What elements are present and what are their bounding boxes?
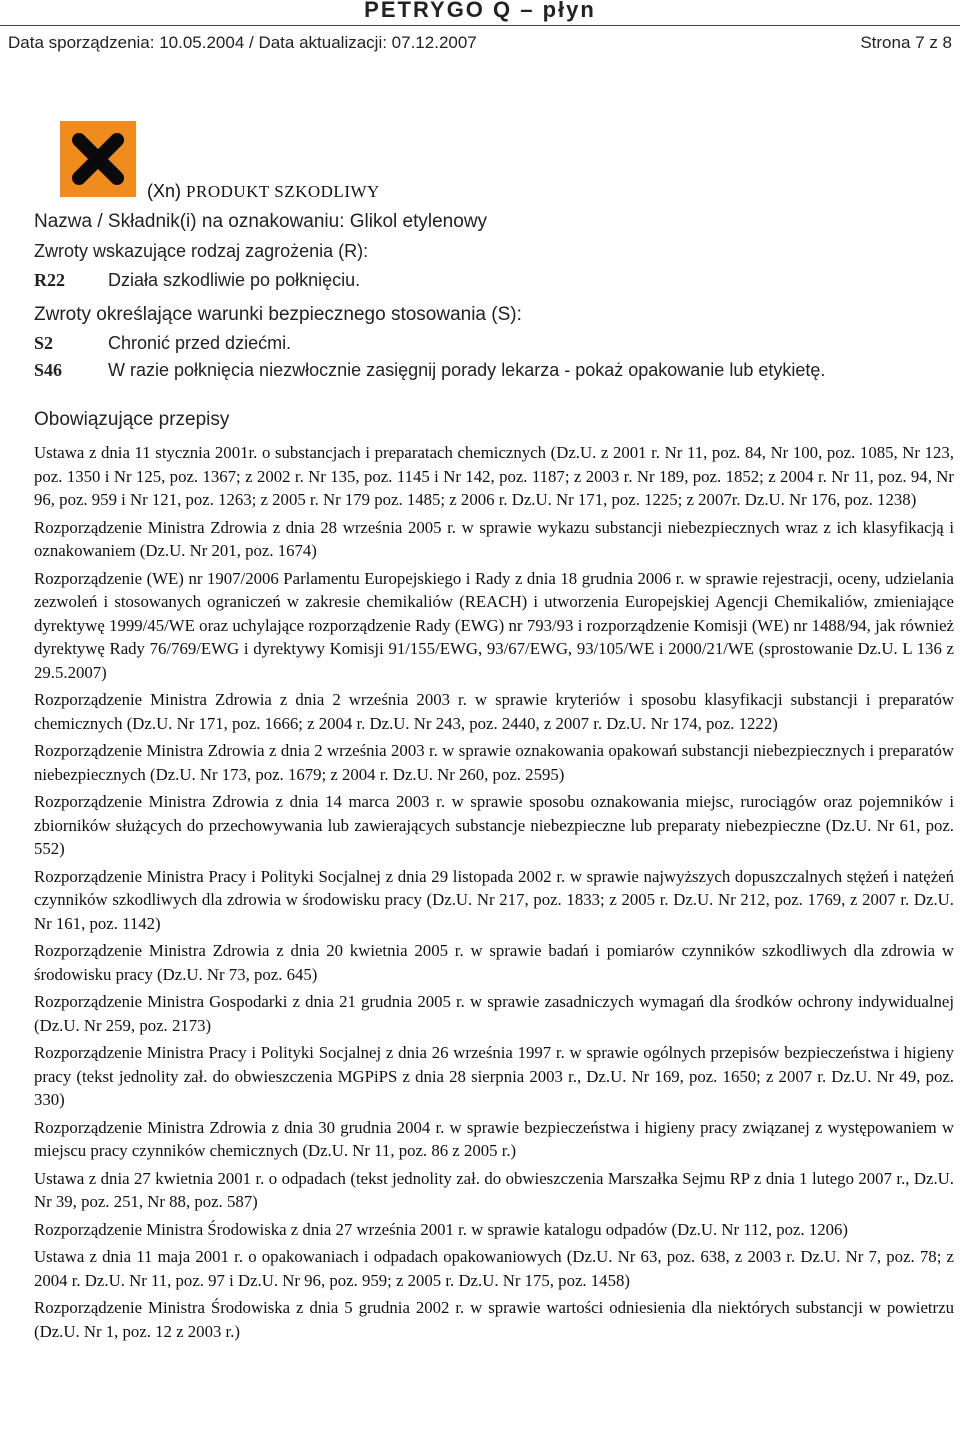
header-divider xyxy=(0,25,960,26)
r-phrase-row xyxy=(34,270,360,291)
page-number: Strona 7 z 8 xyxy=(860,33,952,52)
r-phrase-code: R22 xyxy=(34,270,65,290)
regulation-item: Rozporządzenie Ministra Pracy i Polityki Socjalnej z dnia 26 września 1997 r. w sprawie ogólnych przepisów bezpieczeństwa i higieny pracy (tekst jednolity zał. do obwieszczenia MGPiPS z dnia 28 sierpnia 2003 r., Dz.U. Nr 169, poz. 1650; z 2007 r. Dz.U. Nr 49, poz. 330) xyxy=(34,1043,954,1109)
regulation-item: Rozporządzenie Ministra Zdrowia z dnia 28 września 2005 r. w sprawie wykazu substancji niebezpiecznych wraz z ich klasyfikacją i oznakowaniem (Dz.U. Nr 201, poz. 1674) xyxy=(34,517,954,560)
regulation-item: Rozporządzenie Ministra Zdrowia z dnia 2 września 2003 r. w sprawie kryteriów i sposobu klasyfikacji substancji i preparatów chemicznych (Dz.U. Nr 171, poz. 1666; z 2004 r. Dz.U. Nr 243, poz. 2440, z 2007 r. Dz.U. Nr 174, poz. 1222) xyxy=(34,690,954,733)
r-phrases-heading: Zwroty wskazujące rodzaj zagrożenia (R): xyxy=(34,241,369,261)
regulation-item: Rozporządzenie Ministra Zdrowia z dnia 14 marca 2003 r. w sprawie sposobu oznakowania miejsc, rurociągów oraz pojemników i zbiorników służących do przechowywania lub zawierających substancje niebezpieczne lub preparaty niebezpieczne (Dz.U. Nr 61, poz. 552) xyxy=(34,792,954,858)
regulation-item: Rozporządzenie Ministra Zdrowia z dnia 20 kwietnia 2005 r. w sprawie badań i pomiarów czynników szkodliwych dla zdrowia w środowisku pracy (Dz.U. Nr 73, poz. 645) xyxy=(34,941,954,984)
s-phrase-code: S2 xyxy=(34,333,54,353)
regulation-item: Rozporządzenie (WE) nr 1907/2006 Parlamentu Europejskiego i Rady z dnia 18 grudnia 2006 r. w sprawie rejestracji, oceny, udzielania zezwoleń i stosowanych ograniczeń w zakresie chemikaliów (REACH) i utworzenia Europejskiej Agencji Chemikaliów, zmieniające dyrektywę 1999/45/WE oraz uchylające rozporządzenie Rady (EWG) nr 793/93 i rozporządzenie Komisji (WE) nr 1488/94, jak również dyrektywę Rady 76/769/EWG i dyrektywy Komisji 91/155/EWG, 93/67/EWG, 93/105/WE i 2000/21/WE (sprostowanie Dz.U. L 136 z 29.5.2007) xyxy=(34,568,954,682)
regulation-item: Ustawa z dnia 11 maja 2001 r. o opakowaniach i odpadach opakowaniowych (Dz.U. Nr 63, poz. 638, z 2003 r. Dz.U. Nr 7, poz. 78; z 2004 r. Dz.U. Nr 11, poz. 97 i Dz.U. Nr 96, poz. 959; z 2005 r. Dz.U. Nr 175, poz. 1458) xyxy=(34,1247,954,1290)
regulation-item: Rozporządzenie Ministra Gospodarki z dnia 21 grudnia 2005 r. w sprawie zasadniczych wymagań dla środków ochrony indywidualnej (Dz.U. Nr 259, poz. 2173) xyxy=(34,992,954,1035)
s-phrases-heading: Zwroty określające warunki bezpiecznego stosowania (S): xyxy=(34,304,522,325)
regulation-item: Rozporządzenie Ministra Zdrowia z dnia 2 września 2003 r. w sprawie oznakowania opakowań substancji niebezpiecznych i preparatów niebezpiecznych (Dz.U. Nr 173, poz. 1679; z 2004 r. Dz.U. Nr 260, poz. 2595) xyxy=(34,741,954,784)
regulations-title: Obowiązujące przepisy xyxy=(34,409,230,430)
label-name-line: Nazwa / Składnik(i) na oznakowaniu: Glikol etylenowy xyxy=(34,211,488,232)
s-phrase-row xyxy=(34,333,291,354)
regulation-item: Rozporządzenie Ministra Środowiska z dnia 27 września 2001 r. w sprawie katalogu odpadów (Dz.U. Nr 112, poz. 1206) xyxy=(34,1219,848,1239)
s-phrase-text: W razie połknięcia niezwłocznie zasięgnij porady lekarza - pokaż opakowanie lub etykietę. xyxy=(108,360,826,380)
regulation-item: Ustawa z dnia 27 kwietnia 2001 r. o odpadach (tekst jednolity zał. do obwieszczenia Marszałka Sejmu RP z dnia 1 lutego 2007 r., Dz.U. Nr 39, poz. 251, Nr 88, poz. 587) xyxy=(34,1168,954,1211)
document-title: PETRYGO Q – płyn xyxy=(364,0,596,22)
s-phrase-text: Chronić przed dziećmi. xyxy=(108,333,292,353)
hazard-symbol-text: PRODUKT SZKODLIWY xyxy=(186,182,380,201)
hazard-symbol-code: (Xn) xyxy=(147,181,182,201)
hazard-symbol-label xyxy=(147,181,380,202)
regulation-item: Rozporządzenie Ministra Zdrowia z dnia 30 grudnia 2004 r. w sprawie bezpieczeństwa i higieny pracy związanej z występowaniem w miejscu pracy czynników chemicznych (Dz.U. Nr 11, poz. 86 z 2005 r.) xyxy=(34,1117,954,1160)
s-phrase-row xyxy=(34,360,825,381)
regulations-list xyxy=(34,441,954,1347)
s-phrase-code: S46 xyxy=(34,360,63,380)
regulation-item: Rozporządzenie Ministra Pracy i Polityki Socjalnej z dnia 29 listopada 2002 r. w sprawie najwyższych dopuszczalnych stężeń i natężeń czynników szkodliwych dla zdrowia w środowisku pracy (Dz.U. Nr 217, poz. 1833; z 2005 r. Dz.U. Nr 212, poz. 1769, z 2007 r. Dz.U. Nr 161, poz. 1142) xyxy=(34,866,954,933)
regulation-item: Ustawa z dnia 11 stycznia 2001r. o substancjach i preparatach chemicznych (Dz.U. z 2001 r. Nr 11, poz. 84, Nr 100, poz. 1085, Nr 123, poz. 1350 i Nr 125, poz. 1367; z 2002 r. Nr 135, poz. 1145 i Nr 142, poz. 1187; z 2003 r. Nr 189, poz. 1852; z 2004 r. Nr 11, poz. 94, Nr 96, poz. 959 i Nr 121, poz. 1263; z 2005 r. Nr 179 poz. 1485; z 2006 r. Dz.U. Nr 171, poz. 1225; z 2007r. Dz.U. Nr 176, poz. 1238) xyxy=(34,443,954,509)
harmful-x-icon xyxy=(60,121,136,197)
r-phrase-text: Działa szkodliwie po połknięciu. xyxy=(108,270,361,290)
document-dates: Data sporządzenia: 10.05.2004 / Data aktualizacji: 07.12.2007 xyxy=(8,33,477,52)
regulation-item: Rozporządzenie Ministra Środowiska z dnia 5 grudnia 2002 r. w sprawie wartości odniesienia dla niektórych substancji w powietrzu (Dz.U. Nr 1, poz. 12 z 2003 r.) xyxy=(34,1298,954,1341)
